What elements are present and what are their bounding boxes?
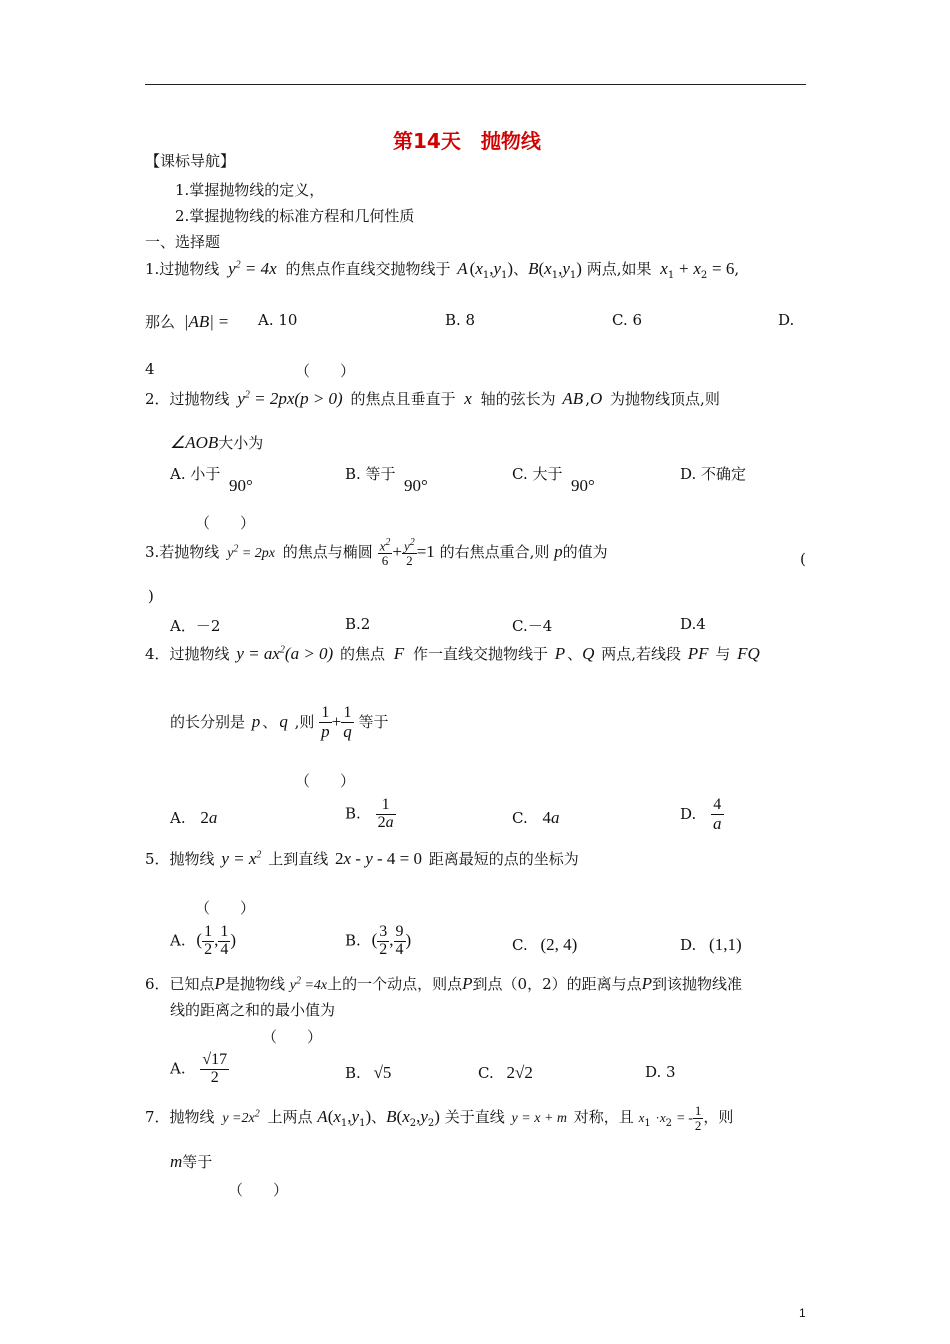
- q1-stem: 1.过抛物线 $y^2 = 4x$ 的焦点作直线交抛物线于 A $(x_1,y_1)$、$B(x_1,y_1)$ 两点,如果 $x_1 + x_2 = 6$,: [145, 259, 740, 281]
- q4-stem: 4．过抛物线 $y = ax^2(a > 0)$ 的焦点 F 作一直线交抛物线于 P 、Q 两点,若线段 PF 与 FQ: [145, 644, 760, 663]
- q4-option-b: B. $\frac{1}{2a}$: [345, 796, 394, 831]
- q4-option-d: D. $\frac{4}{a}$: [680, 796, 722, 833]
- section-heading: 一、选择题: [145, 233, 221, 251]
- q2-option-a-deg: 90°: [229, 476, 253, 495]
- q2-answer-paren: （ ）: [195, 514, 256, 532]
- q5-stem: 5．抛物线 $y = x^2$ 上到直线 2x - y - 4 = 0 距离最短的点的坐标为: [145, 849, 579, 868]
- header-rule: [145, 84, 806, 85]
- q5-option-d: D. (1,1): [680, 935, 742, 954]
- q3-option-b: B.2: [345, 615, 371, 633]
- q3-paren-close: ): [148, 587, 154, 605]
- q3-option-a: A．－2: [170, 617, 221, 635]
- page-title: 第14天 抛物线: [393, 129, 541, 153]
- nav-item-2: 2.掌握抛物线的标准方程和几何性质: [175, 207, 415, 225]
- nav-item-1: 1.掌握抛物线的定义，: [175, 181, 325, 199]
- q1-option-d-cont: 4: [145, 360, 155, 378]
- q3-paren-open: (: [800, 550, 806, 568]
- q7-answer-paren: （ ）: [228, 1181, 289, 1199]
- q6-option-d: D. 3: [645, 1063, 676, 1081]
- q1-option-a: A. 10: [258, 311, 298, 329]
- q3-stem: 3.若抛物线 $y^2 = 2px$ 的焦点与椭圆 $\frac{x^2}{6}$ + $\frac{y^2}{2}$ =1 的右焦点重合,则 p的值为: [145, 537, 608, 568]
- q5-option-b: B. ( $\frac{3}{2}$ , $\frac{9}{4}$ ): [345, 923, 412, 958]
- q2-option-c-deg: 90°: [571, 476, 595, 495]
- q7-stem: 7．抛物线 $y =2x^2$ 上两点 $A(x_1,y_1)$、$B(x_2,y_2)$ 关于直线 y = x + m 对称，且 $x_1 \cdot x_2$ = - $\frac{1}{2}$ ，则: [145, 1103, 734, 1133]
- q1-answer-paren: （ ）: [295, 362, 356, 380]
- q3-option-d: D.4: [680, 615, 706, 633]
- q7-stem-cont: m等于: [170, 1152, 213, 1171]
- q4-option-c: C. 4a: [512, 808, 560, 827]
- q4-option-a: A. 2a: [170, 808, 218, 827]
- nav-header: 【课标导航】: [145, 152, 236, 170]
- q5-option-c: C. (2, 4): [512, 935, 578, 954]
- q1-stem-cont: 那么 |AB| =: [145, 312, 229, 331]
- q6-option-a: A. $\frac{√17}{2}$: [170, 1051, 228, 1086]
- q2-stem-cont: ∠AOB大小为: [170, 433, 264, 452]
- q1-option-d: D.: [778, 311, 795, 329]
- q6-stem-cont: 线的距离之和的最小值为: [170, 1001, 336, 1019]
- q1-option-c: C. 6: [612, 311, 643, 329]
- q6-answer-paren: （ ）: [262, 1028, 323, 1046]
- q5-option-a: A. ( $\frac{1}{2}$ , $\frac{1}{4}$ ): [170, 923, 236, 958]
- q4-stem-cont: 的长分别是 p 、 q ,则 $\frac{1}{p}$ + $\frac{1}{q}$ 等于: [170, 704, 389, 741]
- q3-option-c: C.－4: [512, 617, 553, 635]
- q2-option-d: D. 不确定: [680, 465, 747, 483]
- q1-option-b: B. 8: [445, 311, 476, 329]
- q2-option-a: A. 小于: [170, 465, 221, 483]
- q2-stem: 2．过抛物线 $y^2 = 2px(p > 0)$ 的焦点且垂直于 x 轴的弦长为 AB ,O 为抛物线顶点,则: [145, 389, 720, 408]
- q2-option-c: C. 大于: [512, 465, 563, 483]
- q6-option-c: C. 2√2: [478, 1063, 533, 1082]
- q6-stem: 6．已知点P是抛物线 $y^2 =4x$上的一个动点，则点P到点（0，2）的距离与点P到该抛物线准: [145, 974, 743, 993]
- q4-answer-paren: （ ）: [295, 772, 356, 790]
- q5-answer-paren: （ ）: [195, 899, 256, 917]
- page-number: 1: [799, 1306, 806, 1320]
- q2-option-b-deg: 90°: [404, 476, 428, 495]
- q2-option-b: B. 等于: [345, 465, 396, 483]
- q6-option-b: B. √5: [345, 1063, 392, 1082]
